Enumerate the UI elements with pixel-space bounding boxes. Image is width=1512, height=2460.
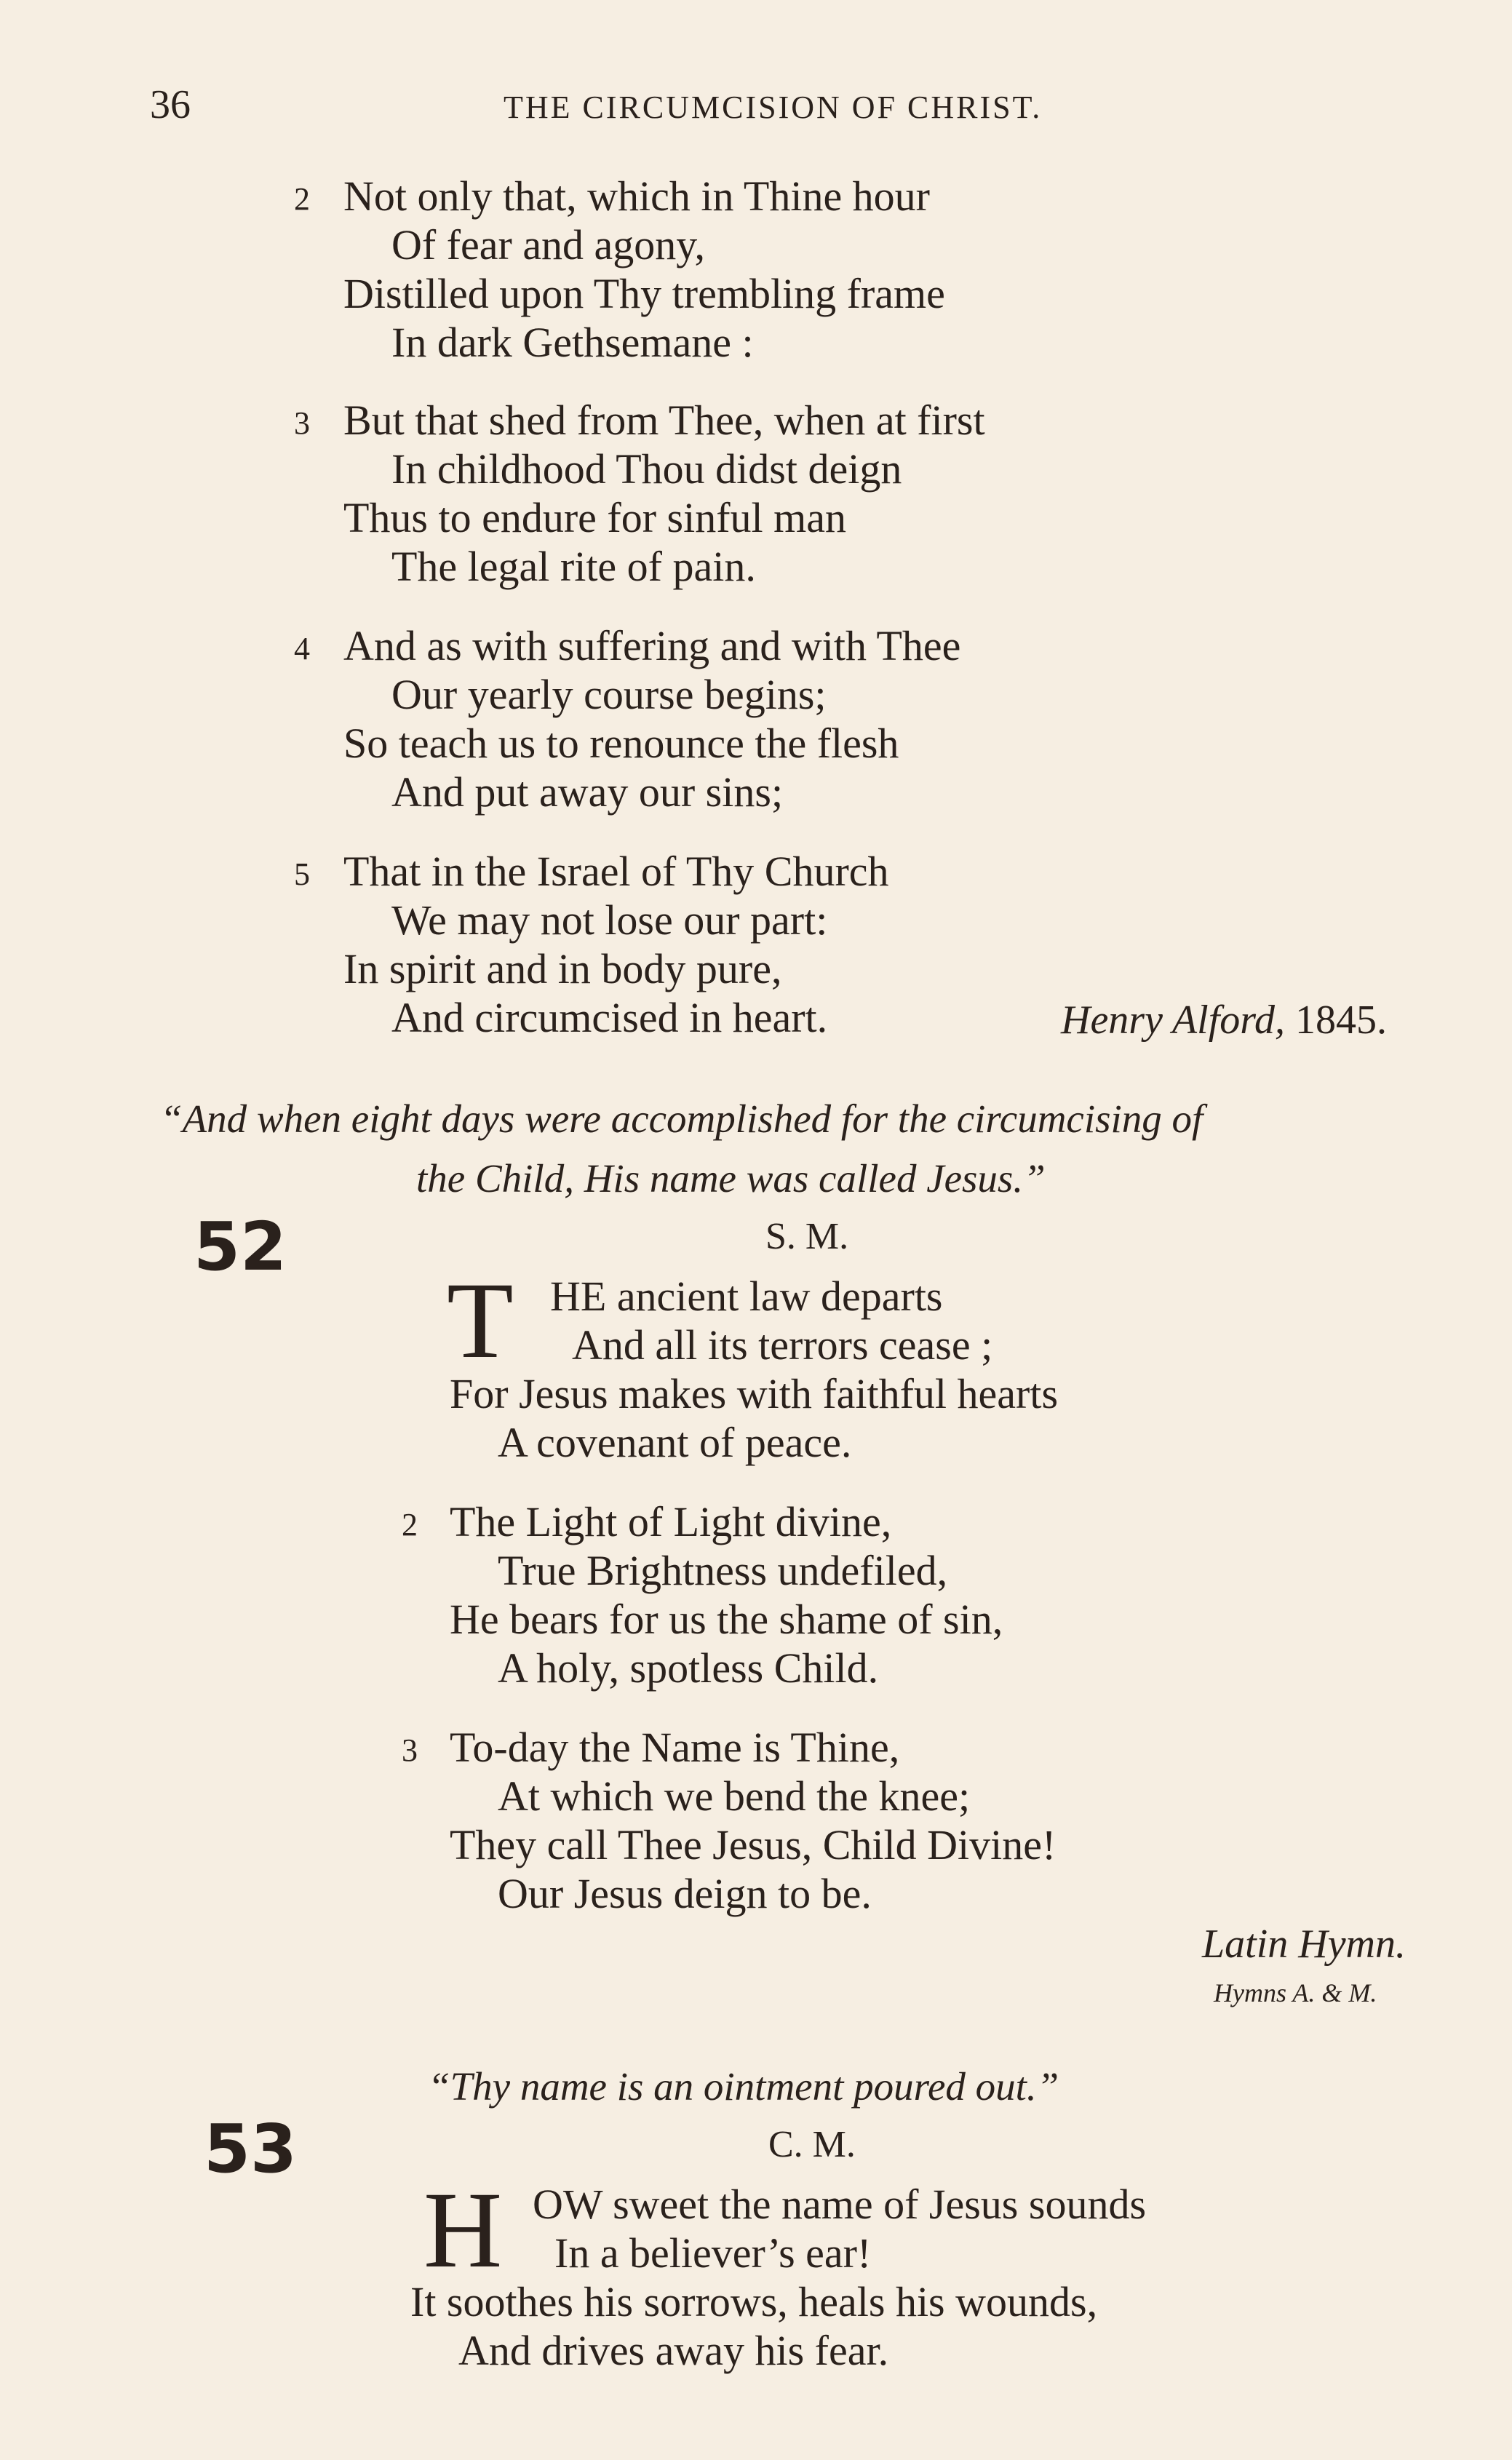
verse-3 [450,1723,1056,1918]
verse-line: Our Jesus deign to be. [498,1870,872,1917]
author-name: Henry Alford, [1061,998,1285,1043]
verse-line: Distilled upon Thy trembling frame [343,270,945,317]
verse-line: In childhood Thou didst deign [391,445,902,493]
verse-2 [343,172,945,367]
verse-line: And circumcised in heart. [391,994,828,1041]
verse-line: They call Thee Jesus, Child Divine! [450,1821,1057,1868]
verse-line: HE ancient law departs [550,1273,943,1320]
verse-number: 4 [294,631,310,666]
verse-line: In dark Gethsemane : [391,319,754,366]
epigraph: “Thy name is an ointment poured out.” [428,2064,1059,2109]
verse-line: A covenant of peace. [498,1419,852,1466]
hymn-number: 53 [204,2110,298,2188]
verse-line: True Brightness undefiled, [498,1547,948,1594]
epigraph: “And when eight days were accomplished for the circumcising of [160,1096,1203,1141]
verse-number: 3 [294,405,310,441]
verse-line: And all its terrors cease ; [572,1321,993,1369]
verse-line: It soothes his sorrows, heals his wounds, [410,2278,1098,2325]
meter: C. M. [768,2124,856,2165]
drop-cap: T [447,1260,514,1381]
verse-line: That in the Israel of Thy Church [343,848,889,895]
verse-line: But that shed from Thee, when at first [343,397,985,444]
verse-line: Our yearly course begins; [391,671,827,718]
verse-line: In spirit and in body pure, [343,945,782,992]
author-attribution [1061,997,1387,1043]
verse-line: For Jesus makes with faithful hearts [450,1370,1059,1417]
verse-line: The legal rite of pain. [391,543,756,590]
verse-line: Thus to endure for sinful man [343,494,847,541]
hymn-attribution: Latin Hymn. [1202,1922,1406,1967]
verse-line: So teach us to renounce the flesh [343,720,899,767]
verse-number: 2 [294,181,310,217]
verse-line: In a believer’s ear! [554,2229,872,2277]
page-number: 36 [150,82,191,127]
verse-line: At which we bend the knee; [498,1772,971,1820]
running-title: THE CIRCUMCISION OF CHRIST. [504,89,1043,125]
verse-line: A holy, spotless Child. [498,1644,879,1692]
hymn-source: Hymns A. & M. [1214,1978,1377,2007]
hymn-number: 52 [194,1208,287,1286]
verse-number: 2 [402,1507,418,1543]
verse-3 [343,396,985,591]
epigraph: the Child, His name was called Jesus.” [416,1156,1046,1201]
verse-line: And drives away his fear. [458,2327,889,2374]
verse-5 [343,847,889,1042]
verse-number: 3 [402,1732,418,1768]
verse-line: And as with suffering and with Thee [343,622,961,669]
verse-line: To-day the Name is Thine, [450,1724,900,1771]
verse-line: The Light of Light divine, [450,1498,892,1545]
verse-line: And put away our sins; [391,768,784,816]
verse-line: Of fear and agony, [391,221,706,268]
meter: S. M. [765,1216,849,1257]
verse-number: 5 [294,856,310,892]
verse-line: He bears for us the shame of sin, [450,1596,1003,1643]
verse-line: We may not lose our part: [391,896,828,944]
author-year: 1845. [1294,998,1387,1043]
verse-line: OW sweet the name of Jesus sounds [533,2181,1147,2228]
verse-line: Not only that, which in Thine hour [343,172,930,220]
verse-4 [343,621,960,816]
drop-cap: H [423,2170,503,2290]
verse-2 [450,1497,1003,1692]
